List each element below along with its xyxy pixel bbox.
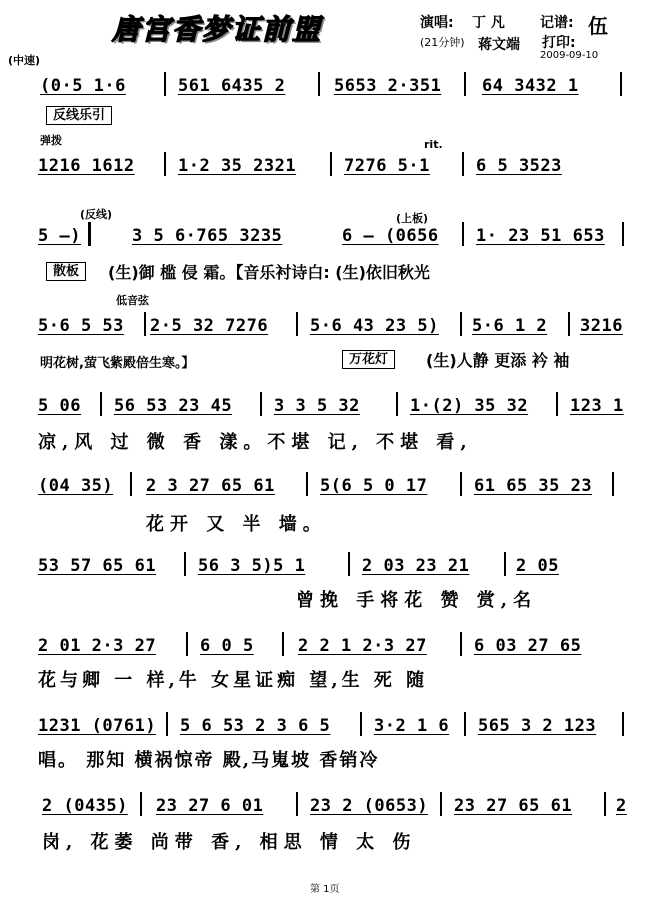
row4-lyrics: 凉,风 过 微 香 漾。不堪 记, 不堪 看, [38,432,473,453]
singer-name: 丁 凡 [472,15,505,31]
barline [620,72,622,96]
row6-m4: 2 05 [516,556,559,576]
row1-m3: 7276 5·1 [344,156,430,176]
barline [556,392,558,416]
wanhuadeng-box: 万花灯 [342,350,395,369]
barline [140,792,142,816]
row2-m4: 1· 23 51 653 [476,226,605,246]
barline [186,632,188,656]
singer2-name: 蒋文端 [478,37,520,53]
barline [282,632,284,656]
row8-m1: 1231 (0761) [38,716,157,736]
tempo-mark: (中速) [8,54,41,67]
row3-m3: 5·6 43 23 5) [310,316,439,336]
barline [100,392,102,416]
row2-m3: 6 – (0656 [342,226,439,246]
notation-by: 伍 [588,14,608,38]
barline [462,222,464,246]
barline [462,152,464,176]
barline [464,72,466,96]
barline [306,472,308,496]
duration: (21分钟) [420,36,465,49]
barline [184,552,186,576]
sanban-box: 散板 [46,262,86,281]
barline [460,312,462,336]
row4-m1: 5 06 [38,396,81,416]
row8-m3: 3·2 1 6 [374,716,450,736]
row9-m3: 23 2 (0653) [310,796,429,816]
barline [144,312,146,336]
row4-m2: 56 53 23 45 [114,396,233,416]
row8-m2: 5 6 53 2 3 6 5 [180,716,331,736]
print-label: 打印: [542,35,576,51]
intro-box: 反线乐引 [46,106,112,125]
row6-m3: 2 03 23 21 [362,556,470,576]
row3-extra-lyrics: (生)人静 更添 衿 袖 [426,351,570,370]
barline [330,152,332,176]
tanbo-mark: 弹拨 [40,134,62,147]
row7-m4: 6 03 27 65 [474,636,582,656]
barline [504,552,506,576]
barline [622,712,624,736]
rit-mark: rit. [424,138,443,151]
barline [568,312,570,336]
row0-m2: 561 6435 2 [178,76,286,96]
barline [460,632,462,656]
barline [464,712,466,736]
row9-m2: 23 27 6 01 [156,796,264,816]
barline [360,712,362,736]
row2-lyrics: (生)御 槛 侵 霜。【音乐衬诗白: (生)依旧秋光 [108,263,430,282]
row5-m3: 5(6 5 0 17 [320,476,428,496]
row9-lyrics: 岗, 花萎 尚带 香, 相思 情 太 伤 [42,832,417,853]
row9-m4: 23 27 65 61 [454,796,573,816]
row5-m1: (04 35) [38,476,114,496]
row9-m5: 2 [616,796,627,816]
row5-m4: 61 65 35 23 [474,476,593,496]
row1-m2: 1·2 35 2321 [178,156,297,176]
barline [396,392,398,416]
row3-lyrics: 明花树,萤飞紫殿倍生寒。】 [40,356,195,371]
row2-m1: 5 –) [38,226,81,246]
song-title: 唐宫香梦证前盟 [112,13,323,46]
row4-m4: 1·(2) 35 32 [410,396,529,416]
barline [348,552,350,576]
row6-m2: 56 3 5)5 1 [198,556,306,576]
singer-label: 演唱: [420,15,454,31]
barline [604,792,606,816]
row3-m5: 3216 [580,316,623,336]
barline [260,392,262,416]
notation-label: 记谱: [540,15,574,31]
row0-m4: 64 3432 1 [482,76,579,96]
row7-m1: 2 01 2·3 27 [38,636,157,656]
row9-m1: 2 (0435) [42,796,128,816]
barline [296,792,298,816]
diyinxian-mark: 低音弦 [116,294,149,307]
row7-m3: 2 2 1 2·3 27 [298,636,427,656]
barline [440,792,442,816]
row3-m4: 5·6 1 2 [472,316,548,336]
barline [88,222,91,246]
shangban-mark: (上板) [396,212,429,225]
row2-m2: 3 5 6·765 3235 [132,226,283,246]
barline [622,222,624,246]
row4-m3: 3 3 5 32 [274,396,360,416]
barline [318,72,320,96]
barline [164,152,166,176]
row3-m1: 5·6 5 53 [38,316,124,336]
page-number: 第 1页 [310,884,340,895]
row6-m1: 53 57 65 61 [38,556,157,576]
row8-lyrics: 唱。 那知 横祸惊帝 殿,马嵬坡 香销冷 [38,750,380,771]
row5-lyrics: 花开 又 半 墙。 [146,514,327,535]
date: 2009-09-10 [540,50,599,61]
row7-lyrics: 花与卿 一 样,牛 女星证痴 望,生 死 随 [38,670,429,691]
row1-m1: 1216 1612 [38,156,135,176]
barline [130,472,132,496]
row6-lyrics: 曾挽 手将花 赞 赏,名 [296,590,538,611]
row3-m2: 2·5 32 7276 [150,316,269,336]
barline [164,72,166,96]
row8-m4: 565 3 2 123 [478,716,597,736]
row0-m3: 5653 2·351 [334,76,442,96]
row4-m5: 123 1 [570,396,624,416]
barline [166,712,168,736]
row1-m4: 6 5 3523 [476,156,562,176]
row0-m1: (0·5 1·6 [40,76,126,96]
fanxian-mark: (反线) [80,208,113,221]
row7-m2: 6 0 5 [200,636,254,656]
barline [612,472,614,496]
barline [460,472,462,496]
row5-m2: 2 3 27 65 61 [146,476,275,496]
barline [296,312,298,336]
